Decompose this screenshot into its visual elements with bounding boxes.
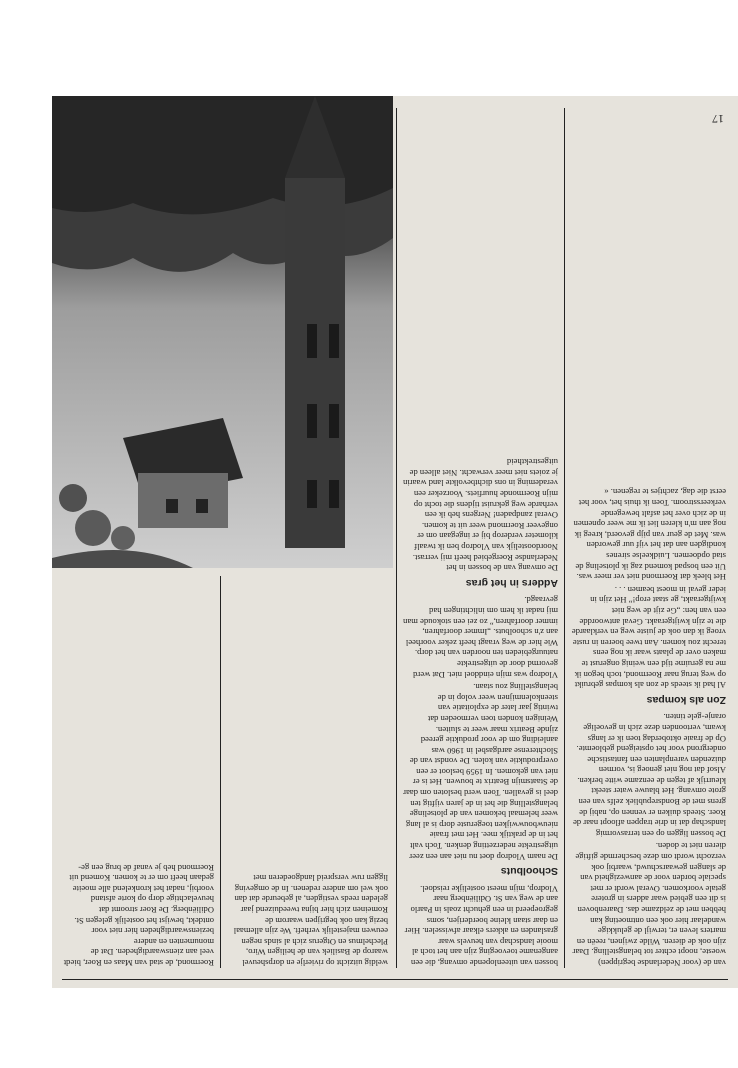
paragraph: bossen van uiteenlopende omvang, die een aangename toevoeging zijn aan het toch al mooie landschap van heuvels waar graslanden en akkers elkaar afwisselen. Hier en daar staan kleine boerderijen, soms gegroepeerd in een gehucht zoals in Paarlo aan de weg van St. Odiliënberg naar Vlodrop, mijn meest oostelijke reisdoel. — [404, 883, 558, 968]
column-rule — [564, 108, 565, 968]
rotated-content — [52, 96, 738, 988]
column-rule — [62, 979, 728, 980]
paragraph: De naam Vlodrop doet nu niet aan een zeer uitgestrekte nederzetting denken. Toch valt het in de praktijk mee. Het met fraaie nieuwbouwwijken toegeruste dorp is al lang weer helemaal bekomen van de plotselinge belangstelling die het in de jaren vijftig ten deel is gevallen. Toen werd besloten om daar de Staatsmijn Beatrix te bouwen. Het is er niet van gekomen. In 1959 besloot er een overproduktie van kolen. De vondst van de Slochterense aardgasbel in 1960 was aanleiding om de voor produktie gereed zijnde Beatrix maar weer te sluiten. Weinigen konden toen vermoeden dat twintig jaar later de exploitatie van steenkolenmijnen weer volop in de belangstelling zou staan. — [403, 682, 558, 862]
paragraph: Het bleek dat Roermond niet ver meer was. Uit een bospad komend zag ik plotseling de stad opdoemen. Luidkeelse sirenes kondigden aan dat het vijf uur geworden was. Met de geur van pijp gevoerd, kreeg ik nog aan m'n kleren liet ik me weer opnemen in de zich over het asfalt bewegende verkeersstroom. Toen ik thuis het, voor het eerst die dag, zachtjes te regenen. « — [573, 487, 726, 583]
church-tower-photo — [52, 96, 393, 568]
text-column-4 — [62, 576, 214, 968]
section-heading: Schoolbuts — [500, 865, 558, 878]
section-heading: Zon als kompas — [646, 693, 726, 706]
text-column-3 — [228, 576, 388, 968]
paragraph: De omvang van de bossen in het Nederlandse Roergebied heeft mij verrast. Noordoostelijk van Vlodrop ben ik twaalf kilometer verderop bij er ingegaan om er ongeveer Roermond weer uit te komen. Overal zandpaden! Nergens heb ik een verharde weg gekruist tijdens die tocht op mijn Roermonde huurfiets. Voorzeker een verademing in ons dichtbevolkte land waarin je zoiets niet meer verwacht. Niet alleen de uitgestrektheid — [403, 457, 558, 574]
magazine-page — [52, 96, 738, 988]
page-number: 17 — [712, 112, 724, 126]
paragraph: Roermond, de stad van Maas en Roer, biedt veel aan zienswaardigheden. Dat de monumenten en andere bezienswaardigheden hier niet voor ontdekt, bewijst het oostelijk gelegen St. Odiliënberg. De Roer stroomt dat heuvelachtige dorp op korte afstand voorbij, nadat het kronkelend alle moeite gedaan heeft om er te komen. Komend uit Roermond heb je vanaf de brug een ge- — [63, 862, 214, 968]
paragraph: van de (voor Nederlandse begrippen) woeste, noopt echter tot belangstelling. Daar zijn ook de dieren. Wilde zwijnen, reeën en marters leven er, terwijl de gelukkige wandelaar hier ook een ontmoeting kan hebben met de zeldzame das. Daarenboven is dit een gebied waar adders in grotere getale voorkomen. Overal wordt er met speciale borden voor de aanwezigheid van de slangen gewaarschuwd, waarbij ook verzocht wordt om deze beschermde giftige dieren niet te doden. — [572, 841, 726, 968]
paragraph: De bossen liggen op een terrasvormig landschap dat in drie trappen afloopt naar de Roer. Steeds duiken er vennen op, nabij de grens met de Bondsrepubliek zelfs van een grote omvang. Het blauwe water steekt kleurrijk af tegen de eenzame witte berken. Alsof dat nog niet genoeg is, vormen duizenden varenplanten een fantastische ondergrond voor het opsteigend gebloemte. Op de fraaie oktoberdag toen ik er langs kwam, vertoonden deze zich in gevoelige oranje-gele tinten. — [573, 712, 726, 839]
paragraph: weldig uitzicht op rivierlje en dorpsheuvel waarop de Basiliek van de heiligen Wiro, Plechelmus en Otgerus zich al sinds negen eeuwen majestelijk verheft. We zijn allemaal bezig kan ook begrijpen waarom de Romeinen zich hier bijna tweeduizend jaar geleden reeds vestigden, al gebeurde dat dan ook wel om andere redenen. In de omgeving liggen ruw verspreid landgoederen met — [233, 873, 388, 968]
paragraph: Vlodrop was mijn einddoel niet. Dat werd gevormd door de uitgestrekte natuurgebieden ten noorden van het dorp. Wie hier de weg vraagt heeft zeker voorheel aan z'n schoolbuts. „Immer doorfahren, immer doorfahren,” zo zei een stokoude man mij nadat ik hem om inlichtingen had gevraagd. — [403, 595, 558, 680]
photo-drawing — [52, 96, 393, 568]
text-column-1 — [571, 108, 726, 968]
column-rule — [396, 108, 397, 968]
text-column-2 — [403, 108, 558, 968]
paragraph: Al had ik steeds de zon als kompas gebruikt op weg terug naar Roermond, toch begon ik me na geruime tijd een weinig ongerust te maken over de plaats waar ik nog eens terecht zou komen. Aan twee boeren in ruste vroeg ik dan ook de juiste weg en verklaarde die te zijn kwijtgeraakt. Geval antwoordde een van hen: „Ge zijt de weg niet kwijtgeraakt, ge staat erop!” Het zijn in ieder geval in moest beamen . . . — [571, 584, 726, 691]
section-heading: Adders in het gras — [465, 576, 558, 589]
column-rule — [220, 576, 221, 968]
